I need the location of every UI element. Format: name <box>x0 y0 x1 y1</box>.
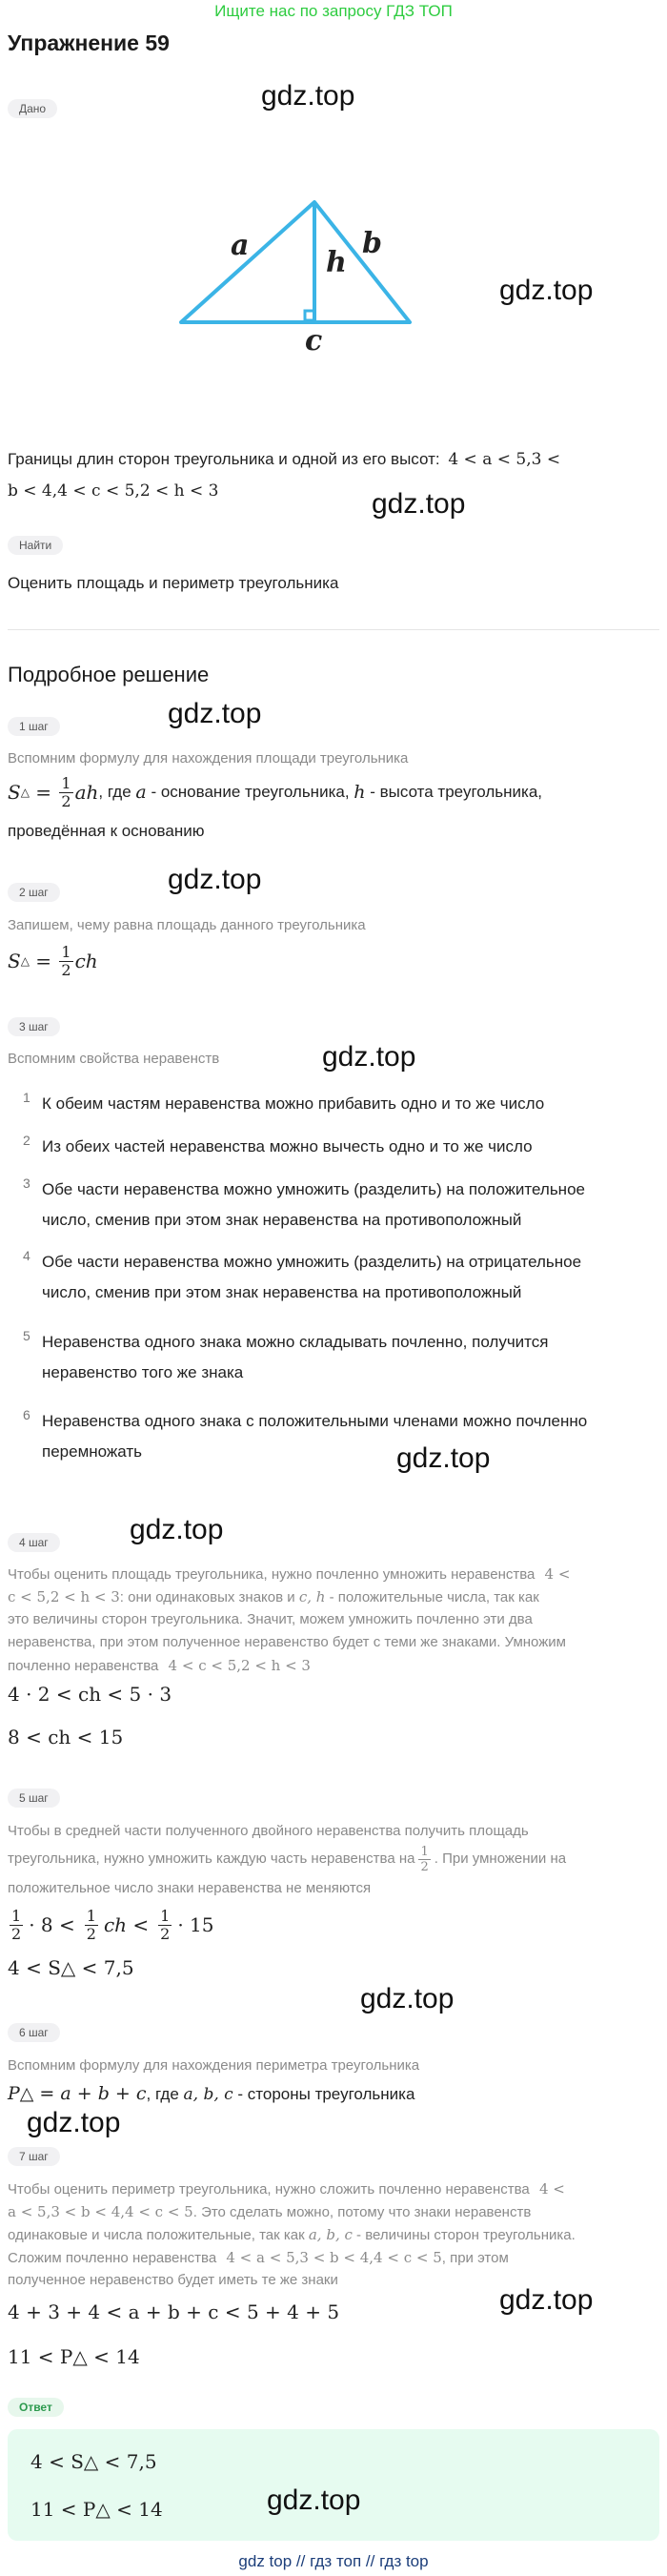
step4-eq2: 8 < ch < 15 <box>8 1726 124 1748</box>
step1-rhs: ah <box>74 781 99 804</box>
step6-f: P△ = a + b + c <box>8 2083 147 2104</box>
given-statement-line1 <box>8 448 659 471</box>
step2-sub: △ <box>20 954 30 968</box>
step6-chip-wrap <box>8 2023 60 2042</box>
step5-text: . При умножении на <box>434 1850 567 1867</box>
watermark: gdz.top <box>130 1514 224 1545</box>
step7-text: Сложим почленно неравенства <box>8 2250 217 2266</box>
watermark: gdz.top <box>168 864 262 895</box>
find-chip: Найти <box>8 536 63 555</box>
watermark: gdz.top <box>499 275 594 306</box>
step7-vars: a, b, c <box>308 2226 353 2243</box>
label-h: h <box>326 246 347 279</box>
answer-chip-wrap <box>8 2398 64 2417</box>
list-text: неравенство того же знака <box>42 1363 244 1381</box>
find-chip-wrap <box>8 536 63 555</box>
step6-vars: a, b, c <box>183 2085 233 2104</box>
list-text: Неравенства одного знака с положительными членами можно почленно <box>42 1412 588 1430</box>
watermark: gdz.top <box>27 2107 121 2138</box>
step3-desc: Вспомним свойства неравенств <box>8 1051 220 1067</box>
step7-math: 4 < <box>538 2180 565 2198</box>
step6-formula <box>8 2082 414 2106</box>
step5-part: ch < <box>103 1913 150 1936</box>
step7-line3 <box>8 2224 659 2246</box>
step1-t4: проведённая к основанию <box>8 822 205 840</box>
list-number: 1 <box>23 1090 30 1105</box>
answer-chip: Ответ <box>8 2398 64 2417</box>
list-text: перемножать <box>42 1442 143 1461</box>
step7-math: 4 < a < 5,3 < b < 4,4 < c < 5 <box>226 2249 442 2266</box>
step2-desc: Запишем, чему равна площадь данного треугольника <box>8 917 366 933</box>
step5-chip: 5 шаг <box>8 1789 60 1808</box>
list-item <box>8 1407 656 1468</box>
step7-eq2: 11 < P△ < 14 <box>8 2345 140 2368</box>
page-title: Упражнение 59 <box>8 31 170 55</box>
step5-frac: $\frac{1}{2}$ <box>160 1906 171 1943</box>
step5-part: · 15 <box>177 1913 214 1936</box>
label-c: c <box>305 324 323 358</box>
given-statement-text: Границы длин сторон треугольника и одной из его высот: <box>8 450 440 468</box>
list-text: число, сменив при этом знак неравенства на противоположный <box>42 1211 522 1229</box>
step1-sub: △ <box>20 786 30 799</box>
step7-text: - величины сторон треугольника. <box>352 2227 576 2243</box>
step7-math: a < 5,3 < b < 4,4 < c < 5 <box>8 2203 193 2220</box>
step7-text: Чтобы оценить периметр треугольника, нужно сложить почленно неравенства <box>8 2181 530 2198</box>
step3-chip-wrap <box>8 1017 60 1036</box>
step4-math: 4 < c < 5,2 < h < 3 <box>168 1657 311 1674</box>
triangle-figure <box>172 191 419 362</box>
step5-eq2: 4 < S△ < 7,5 <box>8 1956 134 1979</box>
divider <box>8 629 659 630</box>
step7-chip: 7 шаг <box>8 2147 60 2166</box>
watermark: gdz.top <box>499 2284 594 2316</box>
triangle-shape <box>181 202 410 322</box>
step2-frac: $\frac{1}{2}$ <box>61 942 71 979</box>
given-statement-math1: 4 < a < 5,3 < <box>448 450 561 469</box>
step1-v2: h <box>354 782 366 803</box>
step7-eq1: 4 + 3 + 4 < a + b + c < 5 + 4 + 5 <box>8 2300 340 2323</box>
step5-line1: Чтобы в средней части полученного двойного неравенства получить площадь <box>8 1823 529 1839</box>
list-number: 3 <box>23 1176 30 1191</box>
step5-half: $\frac{1}{2}$ <box>420 1844 429 1874</box>
step4-text: Чтобы оценить площадь треугольника, нужно почленно умножить неравенства <box>8 1566 536 1583</box>
step7-line2 <box>8 2201 659 2223</box>
step2-eq: = <box>29 950 58 972</box>
step1-s: S <box>8 781 21 804</box>
footer-links[interactable]: gdz top // гдз топ // гдз top <box>238 2552 429 2570</box>
watermark: gdz.top <box>267 2484 361 2516</box>
step2-chip-wrap <box>8 883 60 902</box>
step4-text: почленно неравенства <box>8 1658 159 1674</box>
list-item <box>8 1328 656 1389</box>
step7-text: . Это сделать можно, потому что знаки неравенств <box>192 2204 532 2220</box>
answer-line2: 11 < P△ < 14 <box>30 2498 163 2521</box>
top-banner-link[interactable]: Ищите нас по запросу ГДЗ ТОП <box>214 2 453 20</box>
step6-t1: , где <box>146 2085 184 2103</box>
step1-chip-wrap <box>8 717 60 736</box>
step1-frac: $\frac{1}{2}$ <box>61 773 71 810</box>
step2-rhs: ch <box>74 950 98 972</box>
step1-t2: - основание треугольника, <box>146 783 354 801</box>
label-a: a <box>231 229 250 262</box>
step6-desc: Вспомним формулу для нахождения периметра треугольника <box>8 2057 420 2074</box>
list-item <box>8 1090 656 1122</box>
watermark: gdz.top <box>322 1041 416 1073</box>
step7-line5: полученное неравенство будет иметь те же знаки <box>8 2272 338 2288</box>
step4-math: c < 5,2 < h < 3 <box>8 1588 120 1605</box>
step5-frac: $\frac{1}{2}$ <box>86 1906 96 1943</box>
step4-eq1: 4 · 2 < ch < 5 · 3 <box>8 1683 172 1706</box>
watermark: gdz.top <box>168 698 262 729</box>
list-number: 4 <box>23 1248 30 1263</box>
step1-t3: - высота треугольника, <box>365 783 542 801</box>
step4-vars: c, h <box>298 1588 326 1605</box>
step4-line4: неравенства, при этом полученное неравенство будет с теми же знаками. Умножим <box>8 1634 566 1650</box>
step5-part: · 8 < <box>29 1913 75 1936</box>
list-item <box>8 1248 656 1309</box>
step7-line1 <box>8 2178 659 2200</box>
answer-line1: 4 < S△ < 7,5 <box>30 2450 157 2473</box>
watermark: gdz.top <box>261 80 355 112</box>
step5-frac: $\frac{1}{2}$ <box>11 1906 22 1943</box>
list-number: 5 <box>23 1328 30 1343</box>
list-number: 6 <box>23 1407 30 1422</box>
step1-chip: 1 шаг <box>8 717 60 736</box>
step1-v1: a <box>135 782 147 803</box>
step5-line2 <box>8 1840 566 1878</box>
step4-chip: 4 шаг <box>8 1533 60 1552</box>
given-chip-wrap <box>8 99 57 118</box>
step4-line1 <box>8 1564 659 1585</box>
step4-math: 4 < <box>544 1565 571 1583</box>
step4-text: : они одинаковых знаков и <box>119 1589 295 1605</box>
step6-t2: - стороны треугольника <box>232 2085 415 2103</box>
label-b: b <box>362 227 382 260</box>
step1-desc: Вспомним формулу для нахождения площади треугольника <box>8 750 409 767</box>
given-statement-math2: b < 4,4 < c < 5,2 < h < 3 <box>8 481 219 501</box>
step4-text: - положительные числа, так как <box>325 1589 539 1605</box>
list-item <box>8 1133 656 1165</box>
step4-line3: это величины сторон треугольника. Значит, можем умножить почленно эти два <box>8 1611 533 1627</box>
step5-line3: положительное число знаки неравенства не меняются <box>8 1880 372 1896</box>
solution-title: Подробное решение <box>8 663 210 686</box>
step3-chip: 3 шаг <box>8 1017 60 1036</box>
step4-line5 <box>8 1655 311 1677</box>
list-text: К обеим частям неравенства можно прибавить одно и то же число <box>42 1094 545 1113</box>
step7-text: , при этом <box>441 2250 509 2266</box>
list-text: Неравенства одного знака можно складывать почленно, получится <box>42 1333 549 1351</box>
step2-s: S <box>8 950 21 972</box>
find-text: Оценить площадь и периметр треугольника <box>8 574 339 592</box>
list-number: 2 <box>23 1133 30 1148</box>
step1-eq: = <box>29 781 58 804</box>
step4-line2 <box>8 1586 659 1608</box>
step5-chip-wrap <box>8 1789 60 1808</box>
watermark: gdz.top <box>372 488 466 520</box>
step2-chip: 2 шаг <box>8 883 60 902</box>
list-text: Из обеих частей неравенства можно вычесть одно и то же число <box>42 1137 533 1155</box>
watermark: gdz.top <box>360 1983 455 2014</box>
watermark: gdz.top <box>396 1442 491 1474</box>
list-text: Обе части неравенства можно умножить (разделить) на отрицательное <box>42 1253 582 1271</box>
step7-text: одинаковые и числа положительные, так как <box>8 2227 305 2243</box>
answer-box <box>8 2429 659 2541</box>
list-item <box>8 1176 656 1237</box>
list-text: Обе части неравенства можно умножить (разделить) на положительное <box>42 1180 585 1198</box>
step2-formula <box>8 939 98 983</box>
step4-chip-wrap <box>8 1533 60 1552</box>
step1-formula-line <box>8 770 659 814</box>
step5-eq1 <box>8 1901 214 1949</box>
given-chip: Дано <box>8 99 57 118</box>
step6-chip: 6 шаг <box>8 2023 60 2042</box>
right-angle-mark <box>305 311 314 320</box>
step7-line4 <box>8 2247 659 2269</box>
step7-chip-wrap <box>8 2147 60 2166</box>
step5-text: треугольника, нужно умножить каждую часть неравенства на <box>8 1850 415 1867</box>
step1-t1: , где <box>98 783 136 801</box>
list-text: число, сменив при этом знак неравенства на противоположный <box>42 1283 522 1301</box>
